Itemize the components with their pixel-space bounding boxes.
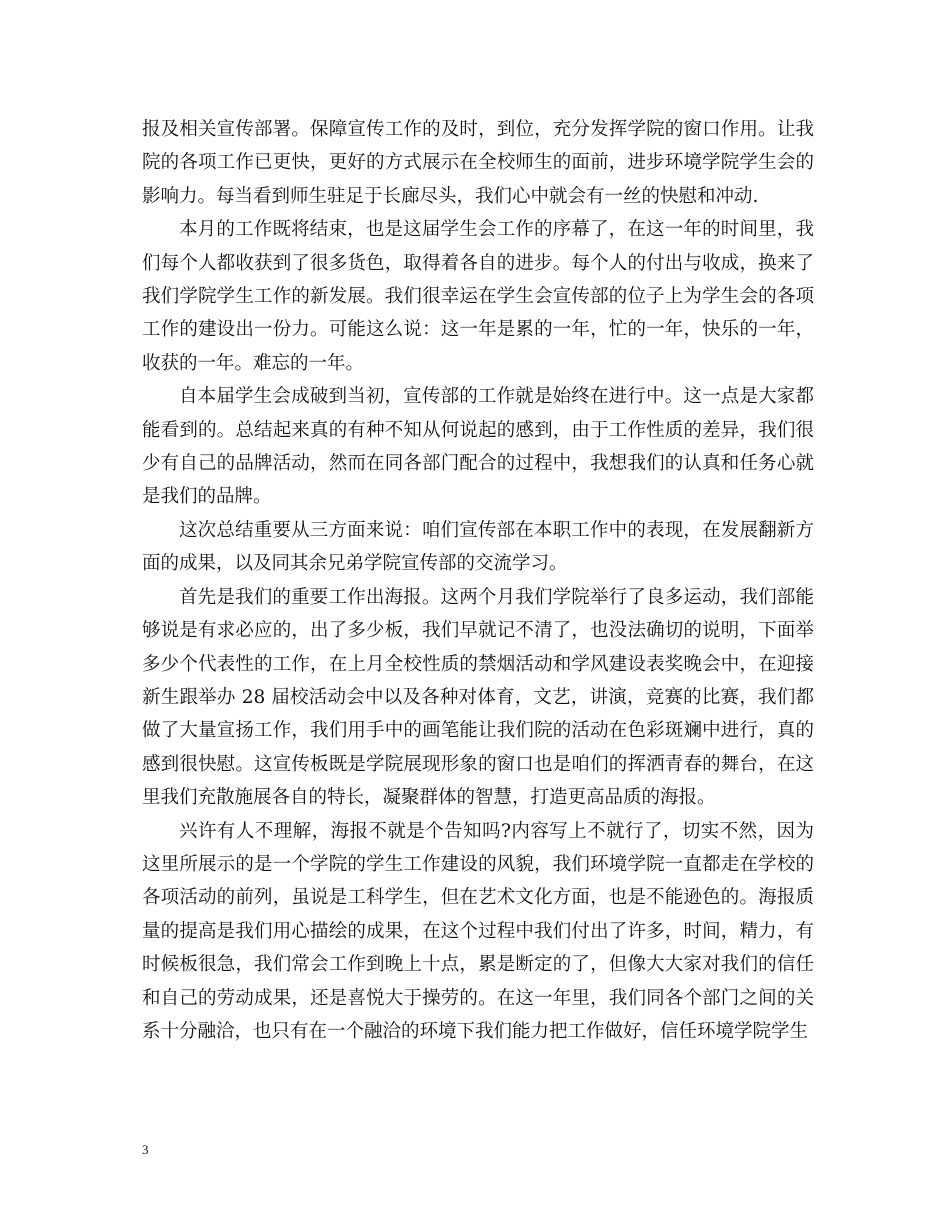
paragraph-4: 这次总结重要从三方面来说：咱们宣传部在本职工作中的表现，在发展翻新方面的成果，以及同其余兄弟学院宣传部的交流学习。 — [142, 519, 814, 575]
paragraph-2: 本月的工作既将结束，也是这届学生会工作的序幕了，在这一年的时间里，我们每个人都收获到了很多货色，取得着各自的进步。每个人的付出与收成，换来了我们学院学生工作的新发展。我们很幸运在学生会宣传部的位子上为学生会的各项工作的建设出一份力。可能这么说：这一年是累的一年，忙的一年，快乐的一年，收获的一年。难忘的一年。 — [142, 219, 814, 374]
paragraph-6: 兴许有人不理解，海报不就是个告知吗?内容写上不就行了，切实不然，因为这里所展示的是一个学院的学生工作建设的风貌，我们环境学院一直都走在学校的各项活动的前列，虽说是工科学生，但在艺术文化方面，也是不能逊色的。海报质量的提高是我们用心描绘的成果，在这个过程中我们付出了许多，时间，精力，有时候板很急，我们常会工作到晚上十点，累是断定的了，但像大大家对我们的信任和自己的劳动成果，还是喜悦大于操劳的。在这一年里，我们同各个部门之间的关系十分融洽，也只有在一个融洽的环境下我们能力把工作做好，信任环境学院学生 — [142, 820, 814, 1042]
paragraph-1: 报及相关宣传部署。保障宣传工作的及时，到位，充分发挥学院的窗口作用。让我院的各项工作已更快，更好的方式展示在全校师生的面前，进步环境学院学生会的影响力。每当看到师生驻足于长廊尽头，我们心中就会有一丝的快慰和冲动. — [142, 119, 814, 207]
page-number: 3 — [142, 1142, 149, 1157]
paragraph-3: 自本届学生会成破到当初，宣传部的工作就是始终在进行中。这一点是大家都能看到的。总结起来真的有种不知从何说起的感到，由于工作性质的差异，我们很少有自己的品牌活动，然而在同各部门配合的过程中，我想我们的认真和任务心就是我们的品牌。 — [142, 386, 814, 508]
body-text — [142, 113, 814, 1048]
paragraph-5: 首先是我们的重要工作出海报。这两个月我们学院举行了良多运动，我们部能够说是有求必应的，出了多少板，我们早就记不清了，也没法确切的说明，下面举多少个代表性的工作，在上月全校性质的禁烟活动和学风建设表奖晚会中，在迎接新生跟举办 28 届校活动会中以及各种对体育，文艺，讲演，竞赛的比赛，我们都做了大量宣扬工作，我们用手中的画笔能让我们院的活动在色彩斑斓中进行，真的感到很快慰。这宣传板既是学院展现形象的窗口也是咱们的挥洒青春的舞台，在这里我们充散施展各自的特长，凝聚群体的智慧，打造更高品质的海报。 — [142, 586, 814, 809]
